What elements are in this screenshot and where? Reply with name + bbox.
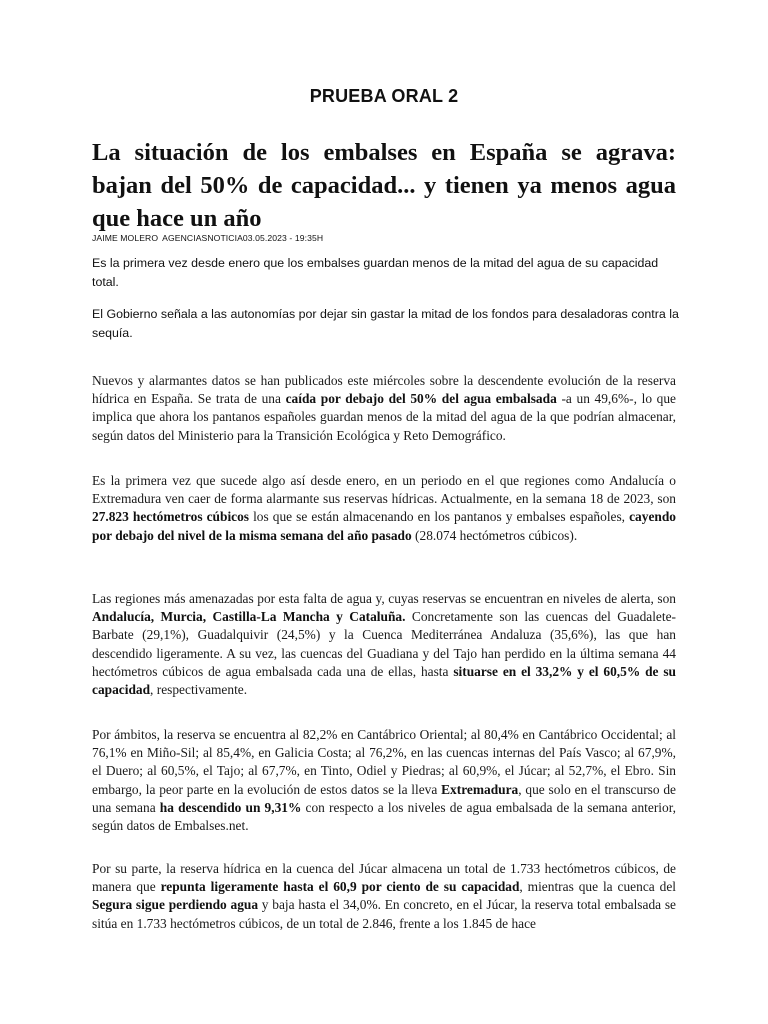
body-paragraph bbox=[92, 860, 676, 933]
bold-text-segment: situarse en el 33,2% y el 60,5% de su capacidad bbox=[92, 663, 676, 698]
lead-paragraph: Es la primera vez desde enero que los embalses guardan menos de la mitad del agua de su capacidad total. bbox=[92, 256, 659, 289]
agency-date: AGENCIASNOTICIA03.05.2023 - 19:35H bbox=[162, 233, 324, 243]
body-paragraph bbox=[92, 726, 676, 835]
bold-text-segment: ha descendido un 9,31% bbox=[159, 799, 302, 815]
document-title: PRUEBA ORAL 2 bbox=[309, 86, 459, 106]
text-segment: , que solo en el transcurso de una semana bbox=[92, 781, 676, 815]
text-segment: Concretamente son las cuencas del Guadalete-Barbate (29,1%), Guadalquivir (24,5%) y la Cuenca Mediterránea Andaluza (35,6%), las que han descendido ligeramente. A su vez, las cuencas del Guadiana y del Tajo han perdido en la última semana 44 hectómetros cúbicos de agua embalsada cada una de ellas, hasta bbox=[92, 609, 676, 679]
bold-text-segment: 27.823 hectómetros cúbicos bbox=[92, 509, 250, 525]
text-segment: Es la primera vez que sucede algo así desde enero, en un periodo en el que regiones como Andalucía o Extremadura ven caer de forma alarmante sus reservas hídricas. Actualmente, en la semana 18 de 2023, son bbox=[92, 473, 676, 507]
author-name: JAIME MOLERO bbox=[92, 233, 159, 243]
byline bbox=[92, 233, 676, 243]
body-paragraph bbox=[92, 372, 676, 445]
bold-text-segment: caída por debajo del 50% del agua embalsada bbox=[285, 391, 557, 407]
text-segment: Las regiones más amenazadas por esta falta de agua y, cuyas reservas se encuentran en niveles de alerta, son bbox=[92, 591, 676, 606]
article-headline: La situación de los embalses en España se agrava: bajan del 50% de capacidad... y tienen ya menos agua que hace un año bbox=[92, 139, 676, 232]
text-segment: Por ámbitos, la reserva se encuentra al 82,2% en Cantábrico Oriental; al 80,4% en Cantábrico Occidental; al 76,1% en Miño-Sil; al 85,4%, en Galicia Costa; al 76,2%, en las cuencas internas del País Vasco; al 67,9%, el Duero; al 60,5%, el Tajo; al 67,7%, en Tinto, Odiel y Piedras; al 60,9%, el Júcar; al 52,7%, el Ebro. Sin embargo, la peor parte en la evolución de estos datos se la lleva bbox=[92, 727, 676, 797]
text-segment: (28.074 hectómetros cúbicos). bbox=[411, 527, 578, 543]
bold-text-segment: Andalucía, Murcia, Castilla-La Mancha y Cataluña. bbox=[92, 609, 406, 625]
bold-text-segment: Segura sigue perdiendo agua bbox=[92, 897, 259, 913]
text-segment: -a un 49,6%-, lo que implica que ahora los pantanos españoles guardan menos de la mitad del agua de la que podrían almacenar, según datos del Ministerio para la Transición Ecológica y Reto Demográfico. bbox=[92, 391, 677, 443]
bold-text-segment: Extremadura bbox=[441, 781, 519, 797]
body-paragraph bbox=[92, 590, 676, 699]
lead-paragraph: El Gobierno señala a las autonomías por dejar sin gastar la mitad de los fondos para desaladoras contra la sequía. bbox=[92, 307, 679, 340]
bold-text-segment: cayendo por debajo del nivel de la misma semana del año pasado bbox=[92, 509, 676, 543]
text-segment: , respectivamente. bbox=[150, 682, 248, 698]
body-paragraph bbox=[92, 472, 676, 545]
bold-text-segment: repunta ligeramente hasta el 60,9 por ciento de su capacidad bbox=[160, 879, 520, 895]
text-segment: con respecto a los niveles de agua embalsada de la semana anterior, según datos de Embalses.net. bbox=[92, 799, 676, 834]
text-segment: y baja hasta el 34,0%. En concreto, en el Júcar, la reserva total embalsada se sitúa en 1.733 hectómetros cúbicos, de un total de 2.846, frente a los 1.845 de hace bbox=[92, 897, 677, 931]
text-segment: Por su parte, la reserva hídrica en la cuenca del Júcar almacena un total de 1.733 hectómetros cúbicos, de manera que bbox=[92, 861, 676, 895]
text-segment: Nuevos y alarmantes datos se han publicados este miércoles sobre la descendente evolución de la reserva hídrica en España. Se trata de una bbox=[92, 373, 676, 407]
text-segment: , mientras que la cuenca del bbox=[519, 879, 676, 895]
text-segment: los que se están almacenando en los pantanos y embalses españoles, bbox=[249, 509, 630, 525]
